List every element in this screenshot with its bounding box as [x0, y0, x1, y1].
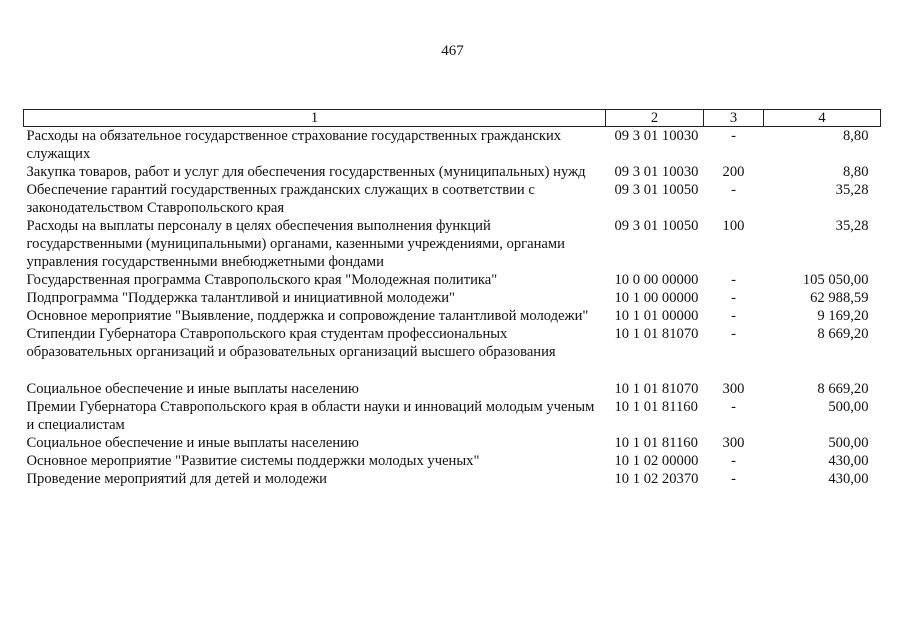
- row-amount: 62 988,59: [810, 290, 869, 306]
- row-name: Проведение мероприятий для детей и молодежи: [26, 471, 327, 487]
- header-row: [24, 110, 881, 127]
- table-row: [24, 452, 881, 470]
- row-name: Основное мероприятие "Выявление, поддержка и сопровождение талантливой молодежи": [26, 308, 589, 324]
- row-amount: 35,28: [835, 218, 869, 234]
- row-name: Основное мероприятие "Развитие системы поддержки молодых ученых": [26, 453, 480, 469]
- table-row: [24, 289, 881, 307]
- row-expense-type: -: [731, 471, 736, 487]
- table-row: [24, 470, 881, 488]
- row-amount: 105 050,00: [802, 272, 869, 288]
- row-amount: 8,80: [842, 128, 869, 144]
- table-row: [24, 307, 881, 325]
- header-col-2: 2: [606, 110, 704, 127]
- row-expense-type: -: [731, 308, 736, 324]
- row-amount: 500,00: [828, 399, 869, 415]
- row-expense-type: -: [731, 182, 736, 198]
- row-name: Стипендии Губернатора Ставропольского края студентам профессиональных образовательных организаций и образовательных организаций высшего образования: [26, 326, 556, 360]
- table-row: [24, 127, 881, 164]
- row-amount: 35,28: [835, 182, 869, 198]
- table-row: [24, 398, 881, 434]
- row-expense-type: -: [731, 290, 736, 306]
- row-amount: 9 169,20: [817, 308, 869, 324]
- budget-table: [23, 109, 881, 488]
- table-body: [24, 127, 881, 489]
- header-col-4: 4: [764, 110, 881, 127]
- table-header: [24, 110, 881, 127]
- row-amount: 430,00: [828, 453, 869, 469]
- row-expense-type: 100: [722, 218, 745, 234]
- row-code: 09 3 01 10030: [614, 164, 699, 180]
- row-code: 09 3 01 10050: [614, 218, 699, 234]
- row-expense-type: -: [731, 128, 736, 144]
- row-name: Социальное обеспечение и иные выплаты населению: [26, 381, 359, 397]
- row-code: 10 1 02 00000: [614, 453, 699, 469]
- row-name: Расходы на выплаты персоналу в целях обеспечения выполнения функций государственными (муниципальными) органами, казенными учреждениями, органами управления государственными внебюджетными фондами: [26, 218, 565, 270]
- row-code: 10 1 01 00000: [614, 308, 699, 324]
- row-name: Премии Губернатора Ставропольского края в области науки и инноваций молодым ученым и специалистам: [26, 399, 595, 433]
- table-row: [24, 217, 881, 271]
- table-row: [24, 434, 881, 452]
- row-amount: 8,80: [842, 164, 869, 180]
- row-expense-type: -: [731, 326, 736, 342]
- row-amount: 430,00: [828, 471, 869, 487]
- table-row: [24, 361, 881, 398]
- row-name: Обеспечение гарантий государственных гражданских служащих в соответствии с законодательством Ставропольского края: [26, 182, 535, 216]
- table-row: [24, 271, 881, 289]
- table-row: [24, 325, 881, 361]
- table-row: [24, 181, 881, 217]
- row-name: Подпрограмма "Поддержка талантливой и инициативной молодежи": [26, 290, 455, 306]
- row-code: 10 1 02 20370: [614, 471, 699, 487]
- row-code: 10 1 01 81160: [614, 435, 698, 451]
- page-number: 467: [441, 43, 464, 59]
- row-name: Закупка товаров, работ и услуг для обеспечения государственных (муниципальных) нужд: [26, 164, 586, 180]
- row-amount: 500,00: [828, 435, 869, 451]
- row-amount: 8 669,20: [817, 326, 869, 342]
- row-name: Расходы на обязательное государственное страхование государственных гражданских служащих: [26, 128, 562, 162]
- row-code: 10 1 01 81070: [614, 326, 699, 342]
- header-col-1: 1: [24, 110, 606, 127]
- row-expense-type: -: [731, 272, 736, 288]
- row-expense-type: 300: [722, 381, 745, 397]
- row-expense-type: -: [731, 453, 736, 469]
- row-code: 10 1 00 00000: [614, 290, 699, 306]
- row-code: 10 1 01 81070: [614, 381, 699, 397]
- row-code: 10 1 01 81160: [614, 399, 698, 415]
- row-code: 09 3 01 10030: [614, 128, 699, 144]
- row-expense-type: -: [731, 399, 736, 415]
- row-name: Социальное обеспечение и иные выплаты населению: [26, 435, 359, 451]
- table-row: [24, 163, 881, 181]
- row-expense-type: 300: [722, 435, 745, 451]
- row-amount: 8 669,20: [817, 381, 869, 397]
- row-code: 09 3 01 10050: [614, 182, 699, 198]
- header-col-3: 3: [704, 110, 764, 127]
- row-code: 10 0 00 00000: [614, 272, 699, 288]
- row-expense-type: 200: [722, 164, 745, 180]
- row-name: Государственная программа Ставропольского края "Молодежная политика": [26, 272, 498, 288]
